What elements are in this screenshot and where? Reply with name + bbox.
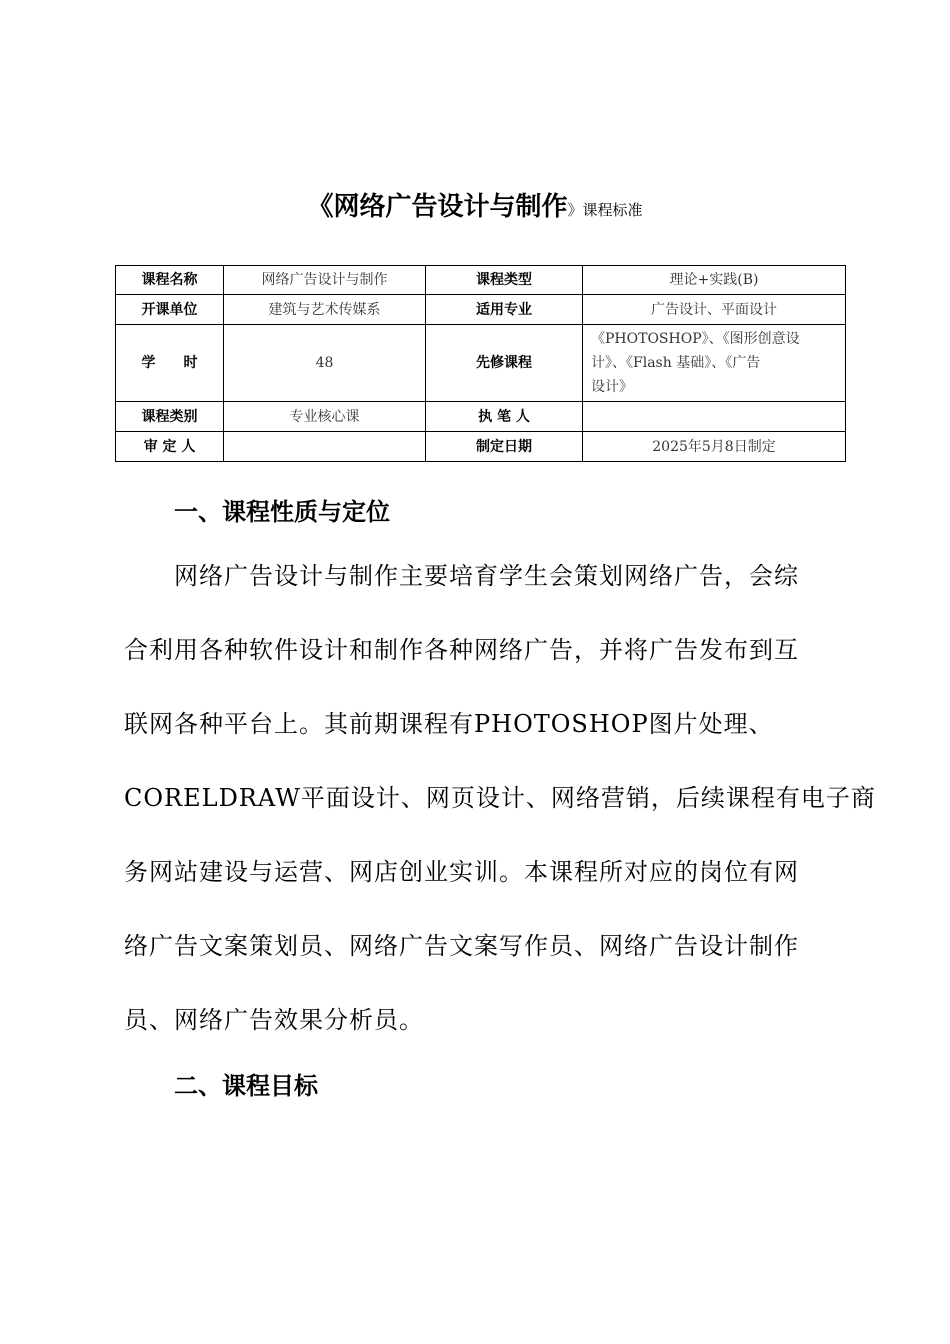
reviewer-label: 审 定 人 (116, 432, 224, 462)
table-row (116, 325, 846, 402)
paragraph-line: CORELDRAW平面设计、网页设计、网络营销，后续课程有电子商 (124, 784, 876, 812)
course-name-label: 课程名称 (116, 266, 224, 295)
prereq-value (583, 325, 846, 402)
prereq-line: 《PHOTOSHOP》、《图形创意设 (591, 331, 800, 347)
section-heading-nature: 一、课程性质与定位 (174, 498, 390, 526)
author-value (583, 402, 846, 432)
title-main: 《网络广告设计与制作 (307, 192, 568, 222)
document-title (0, 186, 950, 223)
major-label: 适用专业 (426, 295, 583, 325)
table-row (116, 402, 846, 432)
hours-value: 48 (224, 325, 426, 402)
prereq-line: 设计》 (591, 379, 633, 395)
paragraph-line: 务网站建设与运营、网店创业实训。本课程所对应的岗位有网 (124, 858, 799, 886)
dept-value: 建筑与艺术传媒系 (224, 295, 426, 325)
table-row (116, 295, 846, 325)
category-value: 专业核心课 (224, 402, 426, 432)
table-row (116, 432, 846, 462)
paragraph-line: 网络广告设计与制作主要培育学生会策划网络广告，会综 (124, 562, 799, 590)
paragraph-line: 合利用各种软件设计和制作各种网络广告，并将广告发布到互 (124, 636, 799, 664)
paragraph-line: 员、网络广告效果分析员。 (124, 1006, 424, 1034)
paragraph-line: 联网各种平台上。其前期课程有PHOTOSHOP图片处理、 (124, 710, 774, 738)
course-info-table (115, 265, 846, 462)
paragraph-line: 络广告文案策划员、网络广告文案写作员、网络广告设计制作 (124, 932, 799, 960)
hours-label: 学 时 (116, 325, 224, 402)
major-value: 广告设计、平面设计 (583, 295, 846, 325)
date-value: 2025年5月8日制定 (583, 432, 846, 462)
author-label: 执 笔 人 (426, 402, 583, 432)
course-name-value: 网络广告设计与制作 (224, 266, 426, 295)
table-row (116, 266, 846, 295)
reviewer-value (224, 432, 426, 462)
dept-label: 开课单位 (116, 295, 224, 325)
prereq-line: 计》、《Flash 基础》、《广告 (591, 355, 761, 371)
title-sub: 》课程标准 (567, 201, 643, 219)
course-type-label: 课程类型 (426, 266, 583, 295)
prereq-label: 先修课程 (426, 325, 583, 402)
category-label: 课程类别 (116, 402, 224, 432)
section-heading-goals: 二、课程目标 (174, 1072, 318, 1100)
date-label: 制定日期 (426, 432, 583, 462)
course-type-value: 理论+实践(B) (583, 266, 846, 295)
